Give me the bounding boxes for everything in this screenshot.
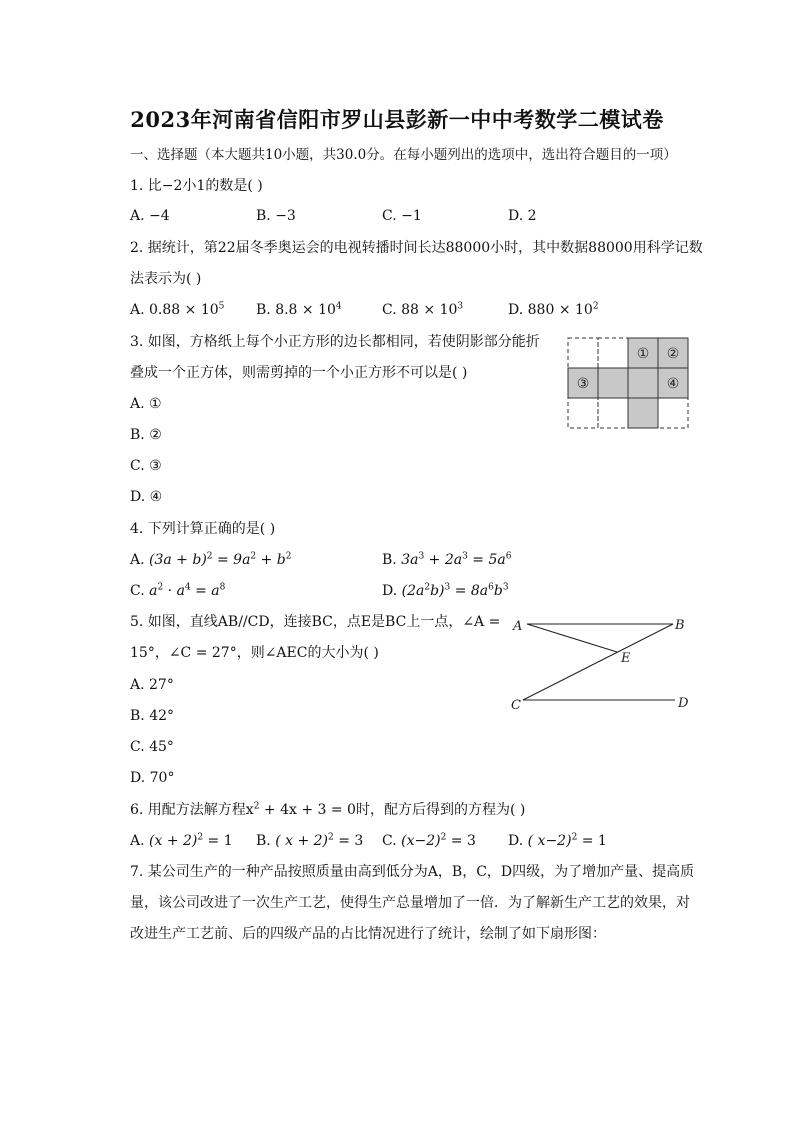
grid-cell-empty (598, 398, 628, 428)
grid-label-4: ④ (666, 376, 680, 392)
point-label-d: D (678, 696, 689, 711)
question-2-stem-line1: 2. 据统计，第22届冬季奥运会的电视转播时间长达88000小时，其中数据88000用科学记数 (130, 240, 703, 256)
q5-option-a: A. 27° (130, 677, 174, 693)
question-3-stem-line1: 3. 如图，方格纸上每个小正方形的边长都相同，若使阴影部分能折 (130, 334, 540, 350)
q2-option-c: C. $88 \times 10^3$ (382, 301, 464, 318)
grid-cell-shaded (598, 368, 628, 398)
question-4-stem: 4. 下列计算正确的是( ) (130, 521, 276, 537)
q6-option-c: C. $(x-2)^2 = 3$ (382, 832, 476, 849)
q3-grid-figure (567, 337, 691, 431)
point-label-b: B (675, 618, 685, 633)
point-label-a: A (513, 619, 523, 634)
q6-option-d: D. ( x−2)$^2$ = 1 (508, 832, 607, 849)
grid-cell-empty (598, 338, 628, 368)
segment-bc (523, 624, 673, 700)
q5-option-d: D. 70° (130, 770, 175, 786)
question-2-stem-line2: 法表示为( ) (130, 271, 202, 287)
q4-option-d: D. $(2a^2b)^3 = 8a^6b^3$ (382, 582, 509, 599)
q2-option-a: A. $0.88 \times 10^5$ (130, 301, 225, 318)
question-6-stem: 6. 用配方法解方程$x^2 + 4x + 3 = 0$时，配方后得到的方程为( ) (130, 801, 526, 818)
question-3-stem-line2: 叠成一个正方体，则需剪掉的一个小正方形不可以是( ) (130, 365, 468, 381)
grid-label-2: ② (666, 346, 680, 362)
grid-cell-empty (568, 338, 598, 368)
point-label-c: C (511, 698, 521, 713)
q2-option-d: D. $880 \times 10^2$ (508, 301, 599, 318)
q3-option-b: B. ② (130, 427, 162, 443)
question-7-stem-line2: 量，该公司改进了一次生产工艺，使得生产总量增加了一倍．为了解新生产工艺的效果，对 (130, 895, 690, 911)
question-5-stem-line2: 15°，∠C = 27°，则∠AEC的大小为( ) (130, 645, 379, 661)
q4-option-c: C. $a^2 \cdot a^4 = a^8$ (130, 582, 226, 599)
question-1-stem: 1. 比−2小1的数是( ) (130, 178, 263, 194)
question-5-stem-line1: 5. 如图，直线AB//CD，连接BC，点E是BC上一点，∠A = (130, 614, 501, 630)
q3-option-a: A. ① (130, 396, 162, 412)
q1-option-b: B. −3 (256, 208, 296, 224)
grid-label-3: ③ (576, 376, 590, 392)
q6-option-a: A. $(x + 2)^2 = 1$ (130, 832, 233, 849)
grid-cell-shaded (628, 368, 658, 398)
q3-option-c: C. ③ (130, 458, 162, 474)
grid-cell-empty (658, 398, 688, 428)
q5-option-c: C. 45° (130, 739, 174, 755)
grid-cell-empty (568, 398, 598, 428)
q4-option-a: A. $(3a + b)^2 = 9a^2 + b^2$ (130, 551, 292, 568)
q6-option-b: B. ( x + 2)$^2$ = 3 (256, 832, 364, 849)
q1-option-d: D. 2 (508, 208, 537, 224)
question-7-stem-line1: 7. 某公司生产的一种产品按照质量由高到低分为A，B，C，D四级，为了增加产量、提高质 (130, 864, 695, 880)
question-7-stem-line3: 改进生产工艺前、后的四级产品的占比情况进行了统计，绘制了如下扇形图： (130, 926, 606, 942)
grid-cell-shaded (628, 398, 658, 428)
q3-option-d: D. ④ (130, 489, 163, 505)
q2-option-b: B. $8.8 \times 10^4$ (256, 301, 342, 318)
segment-ae (527, 624, 617, 652)
q1-option-a: A. −4 (130, 208, 170, 224)
q5-geometry-figure (505, 612, 695, 714)
page-title: 2023年河南省信阳市罗山县彭新一中中考数学二模试卷 (130, 107, 664, 132)
section-heading: 一、选择题（本大题共10小题，共30.0分。在每小题列出的选项中，选出符合题目的一项） (130, 147, 677, 163)
q4-option-b: B. $3a^3 + 2a^3 = 5a^6$ (382, 551, 512, 568)
q5-option-b: B. 42° (130, 708, 175, 724)
q1-option-c: C. −1 (382, 208, 422, 224)
point-label-e: E (621, 651, 631, 666)
grid-label-1: ① (636, 346, 650, 362)
